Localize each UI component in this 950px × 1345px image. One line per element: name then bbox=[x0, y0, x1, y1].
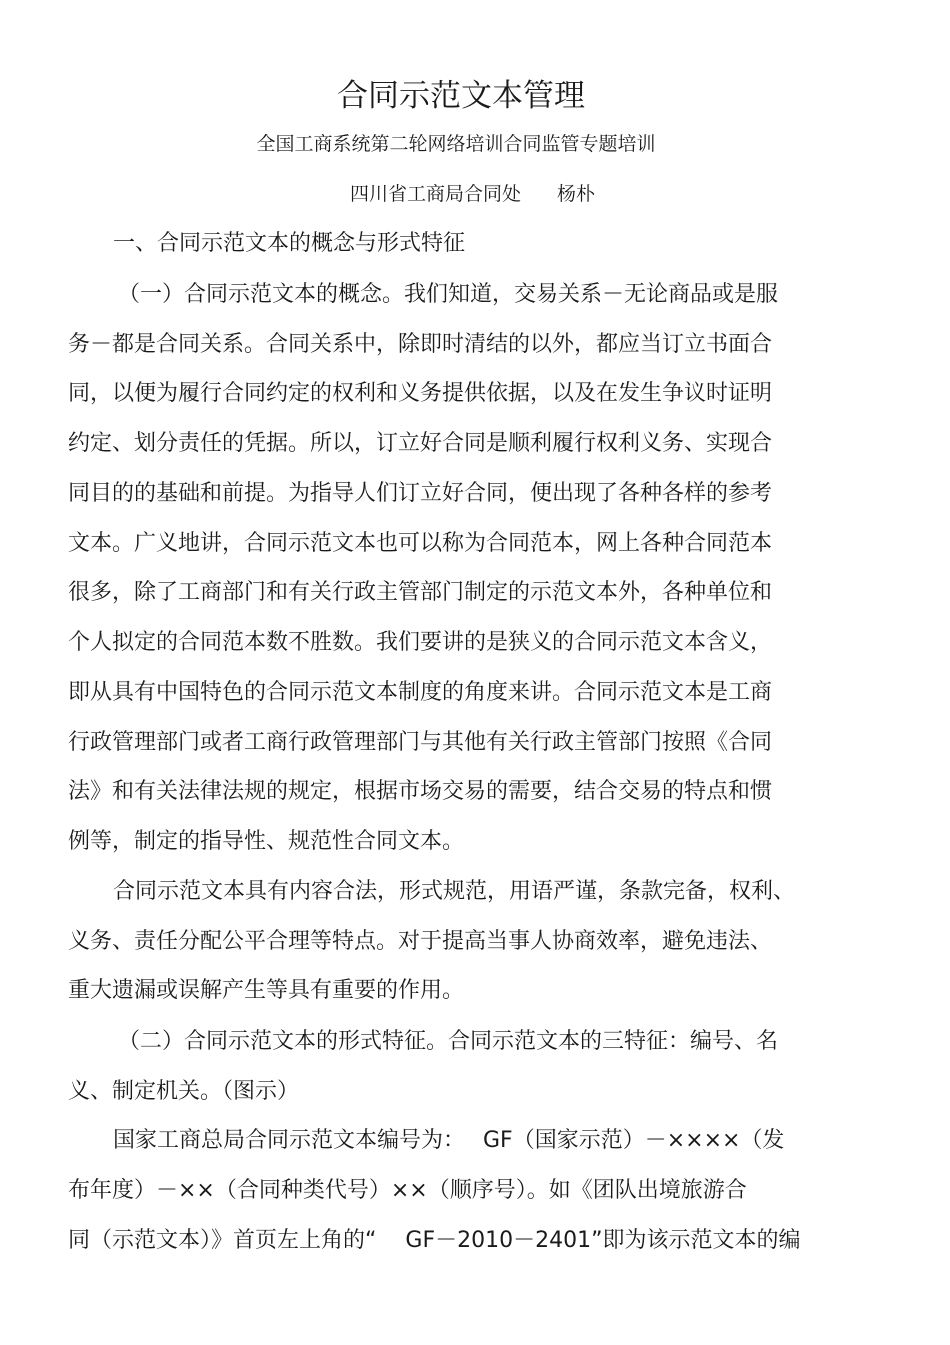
body-line: 约定、划分责任的凭据。所以，订立好合同是顺利履行权利义务、实现合 bbox=[68, 431, 773, 456]
body-line: 合同示范文本具有内容合法，形式规范，用语严谨，条款完备，权利、 bbox=[113, 879, 796, 904]
body-line: 文本。广义地讲，合同示范文本也可以称为合同范本，网上各种合同范本 bbox=[68, 531, 773, 556]
body-line: （一）合同示范文本的概念。我们知道，交易关系－无论商品或是服 bbox=[118, 282, 779, 307]
body-line: 很多，除了工商部门和有关行政主管部门制定的示范文本外，各种单位和 bbox=[68, 580, 773, 605]
body-line: 义、制定机关。（图示） bbox=[68, 1079, 300, 1104]
body-line: 法》和有关法律法规的规定，根据市场交易的需要，结合交易的特点和惯 bbox=[68, 779, 773, 804]
document-title: 合同示范文本管理 bbox=[337, 78, 585, 114]
document-subtitle: 全国工商系统第二轮网络培训合同监管专题培训 bbox=[256, 133, 656, 155]
author-line bbox=[350, 181, 595, 207]
body-line: 务－都是合同关系。合同关系中，除即时清结的以外，都应当订立书面合 bbox=[68, 332, 773, 357]
author-organization: 四川省工商局合同处 bbox=[350, 183, 522, 205]
body-line: 同（示范文本）》首页左上角的“ GF－2010－2401”即为该示范文本的编 bbox=[68, 1228, 801, 1253]
author-name: 杨朴 bbox=[557, 183, 596, 205]
body-line: （二）合同示范文本的形式特征。合同示范文本的三特征：编号、名 bbox=[118, 1029, 779, 1054]
body-line: 同，以便为履行合同约定的权利和义务提供依据，以及在发生争议时证明 bbox=[68, 381, 773, 406]
section-heading: 一、合同示范文本的概念与形式特征 bbox=[113, 231, 466, 256]
body-line: 同目的的基础和前提。为指导人们订立好合同，便出现了各种各样的参考 bbox=[68, 481, 773, 506]
body-line: 行政管理部门或者工商行政管理部门与其他有关行政主管部门按照《合同 bbox=[68, 730, 773, 755]
body-line: 例等，制定的指导性、规范性合同文本。 bbox=[68, 829, 465, 854]
body-line: 国家工商总局合同示范文本编号为： GF（国家示范）－××××（发 bbox=[113, 1128, 785, 1153]
body-line: 布年度）－××（合同种类代号）××（顺序号）。如《团队出境旅游合 bbox=[68, 1178, 747, 1203]
body-line: 重大遗漏或误解产生等具有重要的作用。 bbox=[68, 978, 465, 1003]
body-line: 即从具有中国特色的合同示范文本制度的角度来讲。合同示范文本是工商 bbox=[68, 680, 773, 705]
body-line: 个人拟定的合同范本数不胜数。我们要讲的是狭义的合同示范文本含义， bbox=[68, 630, 773, 655]
body-line: 义务、责任分配公平合理等特点。对于提高当事人协商效率，避免违法、 bbox=[68, 929, 773, 954]
